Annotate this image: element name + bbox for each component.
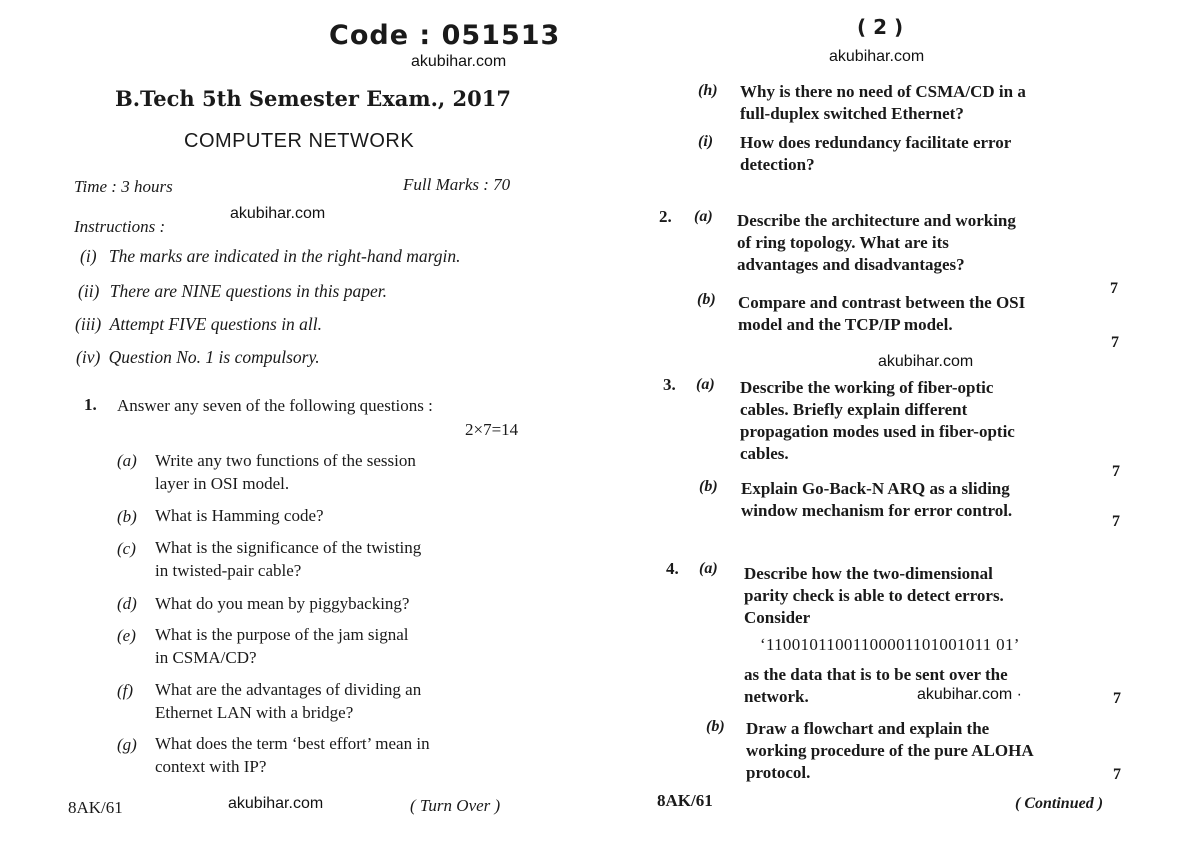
part-line: Consider [744,608,811,627]
part-line: working procedure of the pure ALOHA [746,741,1034,760]
part-text [737,210,1016,276]
part-line: cables. Briefly explain different [740,400,968,419]
part-text [740,377,1015,465]
part-line: full-duplex switched Ethernet? [740,104,964,123]
part-line: advantages and disadvantages? [737,255,965,274]
watermark: akubihar.com [411,53,507,70]
part-line: What does the term ‘best effort’ mean in [155,734,430,753]
instruction-item [78,281,387,302]
part-line: Explain Go-Back-N ARQ as a sliding [741,479,1010,498]
part-text [155,536,421,582]
part-line: What do you mean by piggybacking? [155,594,410,613]
part-line: network. [744,687,809,706]
part-label: (a) [699,560,718,577]
data-bit-string: ‘11001011001100001101001011 01’ [760,635,1020,654]
part-label: (g) [117,735,137,754]
subject-title: COMPUTER NETWORK [184,130,415,152]
instruction-text: Question No. 1 is compulsory. [108,347,320,367]
watermark: akubihar.com [878,353,974,370]
part-marks: 7 [1113,690,1121,707]
watermark: akubihar.com [228,795,324,812]
part-line: model and the TCP/IP model. [738,315,953,334]
part-text [740,132,1011,176]
part-marks: 7 [1110,280,1118,297]
watermark: akubihar.com [829,48,925,65]
question-number: 4. [666,559,679,578]
part-line: window mechanism for error control. [741,501,1013,520]
part-line: Describe the working of fiber-optic [740,378,994,397]
instruction-num: (i) [80,246,97,266]
part-line: What is the significance of the twisting [155,538,422,557]
part-label: (a) [694,208,713,225]
part-text [740,81,1026,125]
part-marks: 7 [1112,513,1120,530]
instruction-text: The marks are indicated in the right-hand margin. [108,246,461,266]
footer-code [68,798,123,818]
continued-label: ( Continued ) [1015,795,1104,812]
instruction-item [75,314,322,335]
part-label: (a) [117,451,137,470]
part-text [744,563,1004,629]
paper-code: Code : 051513 [329,20,561,51]
part-label: (i) [698,133,714,150]
full-marks-label: Full Marks : 70 [403,175,511,194]
part-text [155,449,416,495]
part-line: What is Hamming code? [155,506,324,525]
part-text [155,623,409,669]
instruction-num: (iii) [75,314,102,334]
page-number: ( 2 ) [857,15,904,39]
footer-code-text: 8AK/61 [68,798,123,817]
part-text [155,678,421,724]
exam-title: B.Tech 5th Semester Exam., 2017 [115,86,511,111]
time-label: Time : 3 hours [74,177,173,196]
part-line: layer in OSI model. [155,474,290,493]
part-line: detection? [740,155,815,174]
part-text [738,292,1025,336]
instruction-num: (iv) [76,347,101,367]
part-line: Draw a flowchart and explain the [746,719,990,738]
part-marks: 7 [1112,463,1120,480]
part-text [746,718,1034,784]
part-line: What are the advantages of dividing an [155,680,422,699]
instruction-num: (ii) [78,281,100,301]
part-marks: 7 [1111,334,1119,351]
part-line: How does redundancy facilitate error [740,133,1012,152]
question-number: 2. [659,207,672,226]
part-line: protocol. [746,763,811,782]
instruction-text: Attempt FIVE questions in all. [109,314,323,334]
part-label: (b) [697,291,716,308]
part-line: Compare and contrast between the OSI [738,293,1026,312]
question-text: Answer any seven of the following questions : [117,396,433,415]
part-line: parity check is able to detect errors. [744,586,1004,605]
part-line: Write any two functions of the session [155,451,416,470]
instructions-label: Instructions : [74,217,166,236]
instruction-item [76,347,320,368]
part-text [741,478,1012,522]
part-label: (d) [117,594,137,613]
question-number: 1. [84,395,97,414]
turn-over-label: ( Turn Over ) [410,796,501,815]
part-line: context with IP? [155,757,267,776]
part-line: cables. [740,444,789,463]
part-line: of ring topology. What are its [737,233,949,252]
part-line: in twisted-pair cable? [155,561,302,580]
part-label: (a) [696,376,715,393]
question-marks: 2×7=14 [465,420,519,439]
part-label: (f) [117,681,134,700]
part-text [155,732,430,778]
part-label: (b) [706,718,725,735]
part-label: (h) [698,82,718,99]
instruction-item [80,246,461,267]
watermark: akubihar.com · [917,686,1022,703]
question-number: 3. [663,375,676,394]
part-line: Describe the architecture and working [737,211,1016,230]
watermark: akubihar.com [230,205,326,222]
part-line: What is the purpose of the jam signal [155,625,409,644]
footer-code: 8AK/61 [657,791,713,810]
part-line: Why is there no need of CSMA/CD in a [740,82,1026,101]
part-line: Describe how the two-dimensional [744,564,993,583]
part-label: (e) [117,626,136,645]
part-label: (b) [699,478,718,495]
part-text [155,504,324,527]
part-line: propagation modes used in fiber-optic [740,422,1015,441]
part-line: as the data that is to be sent over the [744,665,1008,684]
part-line: in CSMA/CD? [155,648,257,667]
part-label: (c) [117,539,136,558]
part-label: (b) [117,507,137,526]
part-marks: 7 [1113,766,1121,783]
instruction-text: There are NINE questions in this paper. [109,281,388,301]
part-text [155,592,409,615]
part-line: Ethernet LAN with a bridge? [155,703,354,722]
